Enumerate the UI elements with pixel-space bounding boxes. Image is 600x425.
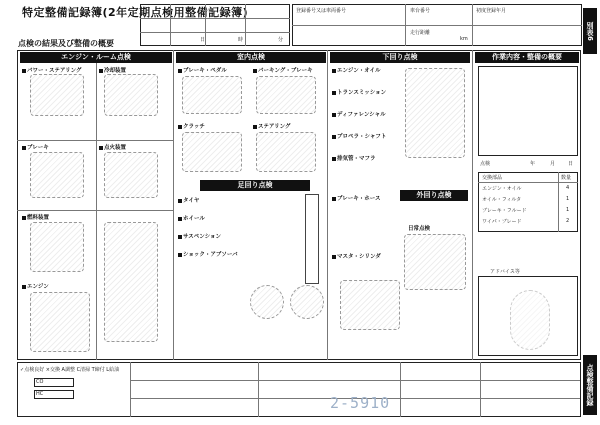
interior-item-1-label: パーキング・ブレーキ xyxy=(258,68,313,74)
document-title: 特定整備記録簿(2年定期点検用整備記録簿) xyxy=(22,6,249,19)
mascot-illustration xyxy=(510,290,550,350)
interior-item-2 xyxy=(178,122,205,130)
date-year: 年 xyxy=(530,161,536,167)
side-tab-top-text: 別表6 xyxy=(586,21,594,41)
form-number-stamp: 2-5910 xyxy=(330,394,391,412)
foot-item-2-label: サスペンション xyxy=(183,234,222,240)
mileage-unit: km xyxy=(460,36,468,42)
engine-item-2-label: ブレーキ xyxy=(27,145,49,151)
underbody-item-2 xyxy=(332,110,386,118)
underbody-item-6-label: マスタ・シリンダ xyxy=(337,254,381,260)
engine-item-0 xyxy=(22,66,82,74)
engine-item-1 xyxy=(99,66,126,74)
engine-item-5-label: エンジン xyxy=(27,284,49,290)
underbody-item-4-label: 排気管・マフラ xyxy=(337,156,376,162)
engine-sketch-2 xyxy=(30,152,84,198)
misc-inspection-label: 日常点検 xyxy=(408,226,431,232)
engine-sketch-3 xyxy=(104,152,158,198)
interior-sketch-0 xyxy=(182,76,242,114)
foot-item-3 xyxy=(178,250,238,258)
parts-header-qty: 数量 xyxy=(561,175,572,181)
engine-sketch-6 xyxy=(104,222,158,342)
interior-item-2-label: クラッチ xyxy=(183,124,205,130)
underbody-header: 下回り点検 xyxy=(330,52,470,63)
foot-item-0-label: タイヤ xyxy=(183,198,200,204)
interior-sketch-3 xyxy=(256,132,316,172)
interior-sketch-2 xyxy=(182,132,242,172)
engine-room-header: エンジン・ルーム点検 xyxy=(20,52,172,63)
summary-heading: 点検の結果及び整備の概要 xyxy=(18,39,114,48)
engine-item-1-label: 冷却装置 xyxy=(104,68,127,74)
foot-sketch-1 xyxy=(290,285,324,319)
foot-item-2 xyxy=(178,232,221,240)
parts-row-3-qty: 2 xyxy=(566,218,570,224)
parts-header-name: 交換部品 xyxy=(482,175,503,181)
engine-sketch-5 xyxy=(30,292,90,352)
engine-item-2 xyxy=(22,143,49,151)
parts-row-1-name: オイル・フィルタ xyxy=(482,197,522,203)
interior-item-0 xyxy=(178,66,227,74)
interior-item-3 xyxy=(253,122,291,130)
engine-item-5 xyxy=(22,282,49,290)
parts-row-2-name: ブレーキ・フルード xyxy=(482,208,527,214)
date-month: 月 xyxy=(550,161,556,167)
parts-row-2-qty: 1 xyxy=(566,207,570,213)
underbody-item-1-label: トランスミッション xyxy=(337,90,387,96)
underbody-item-5 xyxy=(332,194,381,202)
header-grid xyxy=(140,4,290,46)
engine-item-0-label: パワー・ステアリング xyxy=(27,68,82,74)
side-tab-bottom-text: 点検整備記録 xyxy=(586,364,594,406)
underbody-sketch-1 xyxy=(340,280,400,330)
inspection-date-label: 点検 xyxy=(480,161,491,167)
underbody-sketch-0 xyxy=(405,68,465,158)
engine-item-4-label: 燃料装置 xyxy=(27,215,50,221)
foot-sketch-0 xyxy=(250,285,284,319)
foot-item-1-label: ホイール xyxy=(183,216,205,222)
underbody-item-6 xyxy=(332,252,381,260)
interior-item-1 xyxy=(253,66,313,74)
exterior-header: 外回り点検 xyxy=(400,190,468,201)
header-unit-min: 分 xyxy=(278,37,284,43)
field-chassis-number: 車台番号 xyxy=(410,8,431,14)
interior-item-0-label: ブレーキ・ペダル xyxy=(183,68,227,74)
underbody-item-0 xyxy=(332,66,380,74)
engine-sketch-1 xyxy=(104,74,158,116)
header-unit-day: 日 xyxy=(200,37,206,43)
notes-area[interactable] xyxy=(478,66,578,156)
advice-label: アドバイス等 xyxy=(490,269,520,275)
foot-header: 足回り点検 xyxy=(200,180,310,191)
foot-item-1 xyxy=(178,214,205,222)
notes-header: 作業内容・整備の概要 xyxy=(475,52,579,63)
foot-check-column[interactable] xyxy=(305,194,319,284)
hc-label: HC xyxy=(36,391,44,397)
interior-item-3-label: ステアリング xyxy=(258,124,291,130)
underbody-item-5-label: ブレーキ・ホース xyxy=(337,196,381,202)
field-first-registration: 初度登録年月 xyxy=(476,8,507,14)
legend-checks: ✓点検良好 ×交換 A調整 C清掃 T締付 L給油 xyxy=(20,367,120,373)
underbody-item-4 xyxy=(332,154,376,162)
parts-row-0-name: エンジン・オイル xyxy=(482,186,522,192)
parts-row-0-qty: 4 xyxy=(566,185,570,191)
field-registration-number: 登録番号又は車両番号 xyxy=(296,8,347,14)
parts-row-3-name: ワイパ・ブレード xyxy=(482,219,522,225)
foot-item-3-label: ショック・アブソーバ xyxy=(183,252,238,258)
underbody-item-3 xyxy=(332,132,386,140)
header-unit-hour: 時 xyxy=(238,37,244,43)
underbody-item-2-label: ディファレンシャル xyxy=(337,112,386,118)
underbody-item-3-label: プロペラ・シャフト xyxy=(337,134,387,140)
engine-item-3-label: 点火装置 xyxy=(104,145,127,151)
engine-item-3 xyxy=(99,143,126,151)
foot-item-0 xyxy=(178,196,199,204)
engine-sketch-4 xyxy=(30,222,84,272)
underbody-item-0-label: エンジン・オイル xyxy=(337,68,381,74)
date-day: 日 xyxy=(568,161,574,167)
exterior-sketch-0 xyxy=(404,234,466,290)
side-tab-bottom xyxy=(583,355,597,415)
co-label: CO xyxy=(36,379,44,385)
engine-sketch-0 xyxy=(30,74,84,116)
field-mileage: 走行距離 xyxy=(410,30,431,36)
parts-row-1-qty: 1 xyxy=(566,196,570,202)
underbody-item-1 xyxy=(332,88,386,96)
interior-sketch-1 xyxy=(256,76,316,114)
side-tab-top xyxy=(583,8,597,54)
engine-item-4 xyxy=(22,213,49,221)
interior-header: 室内点検 xyxy=(176,52,326,63)
